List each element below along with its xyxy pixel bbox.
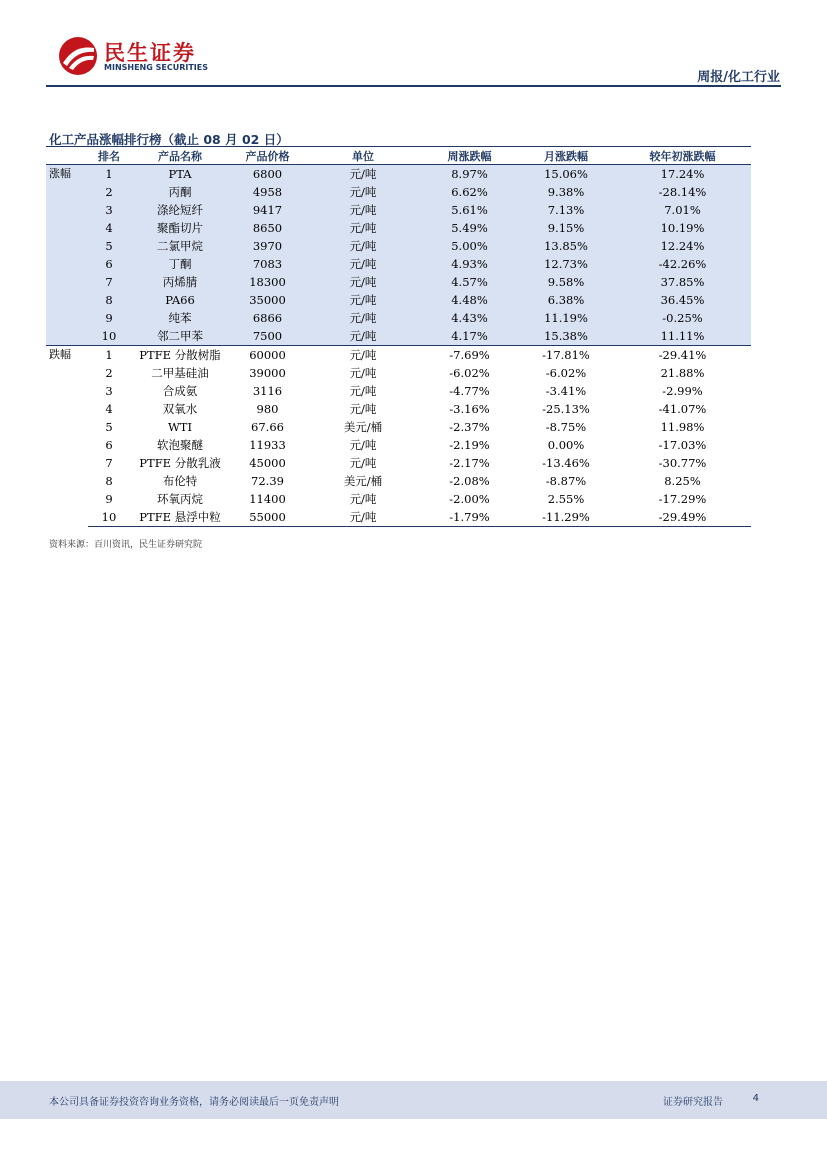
ytd-change-cell: -17.03% (658, 438, 707, 452)
ytd-change-cell: 17.24% (614, 165, 751, 184)
loser-row (46, 400, 751, 418)
rank-cell: 1 (88, 165, 130, 184)
gainers-section (46, 165, 751, 346)
ytd-change-cell: -28.14% (614, 183, 751, 201)
rank-cell: 3 (105, 384, 113, 398)
unit-cell: 元/吨 (305, 237, 421, 255)
weekly-change-cell: 4.93% (421, 255, 518, 273)
product-name-cell: PTFE 分散乳液 (139, 456, 221, 470)
price-cell: 6800 (230, 165, 305, 184)
monthly-change-cell: -25.13% (542, 402, 590, 416)
monthly-change-cell: -6.02% (545, 366, 587, 380)
monthly-change-cell: -13.46% (542, 456, 590, 470)
gainer-row (46, 237, 751, 255)
price-cell: 11400 (249, 492, 286, 506)
price-cell: 72.39 (251, 474, 284, 488)
weekly-change-cell: -2.19% (449, 438, 490, 452)
loser-row (46, 364, 751, 382)
footer-report-label: 证券研究报告 (663, 1097, 723, 1108)
rank-cell: 9 (88, 309, 130, 327)
product-name-cell: 邻二甲苯 (130, 327, 230, 346)
rank-cell: 2 (105, 366, 113, 380)
rank-cell: 5 (105, 420, 113, 434)
header-price: 产品价格 (230, 147, 305, 165)
gainer-row (46, 183, 751, 201)
monthly-change-cell: 9.58% (518, 273, 614, 291)
monthly-change-cell: 11.19% (518, 309, 614, 327)
minsheng-logo-icon (58, 36, 98, 76)
product-name-cell: 软泡聚醚 (157, 438, 203, 452)
ytd-change-cell: 11.11% (614, 327, 751, 346)
ytd-change-cell: 36.45% (614, 291, 751, 309)
product-name-cell: PTFE 悬浮中粒 (130, 508, 230, 527)
monthly-change-cell: 12.73% (518, 255, 614, 273)
group-label: 跌幅 (46, 346, 88, 527)
unit-cell: 元/吨 (349, 456, 377, 470)
ytd-change-cell: -42.26% (614, 255, 751, 273)
unit-cell: 元/吨 (305, 309, 421, 327)
ytd-change-cell: -41.07% (658, 402, 707, 416)
table-title: 化工产品涨幅排行榜（截止 08 月 02 日） (49, 132, 289, 147)
price-cell: 7083 (230, 255, 305, 273)
unit-cell: 元/吨 (305, 291, 421, 309)
monthly-change-cell: -11.29% (518, 508, 614, 527)
logo-chinese-name: 民生证券 (104, 41, 196, 65)
price-cell: 55000 (230, 508, 305, 527)
product-name-cell: PTFE 分散树脂 (130, 346, 230, 365)
monthly-change-cell: -17.81% (518, 346, 614, 365)
product-name-cell: PTA (130, 165, 230, 184)
price-cell: 18300 (230, 273, 305, 291)
rank-cell: 8 (105, 474, 113, 488)
ytd-change-cell: 11.98% (660, 420, 705, 434)
footer-disclaimer: 本公司具备证券投资咨询业务资格，请务必阅读最后一页免责声明 (49, 1097, 339, 1108)
loser-row (46, 454, 751, 472)
monthly-change-cell: 2.55% (547, 492, 585, 506)
price-cell: 3116 (252, 384, 283, 398)
price-cell: 60000 (230, 346, 305, 365)
rank-cell: 8 (88, 291, 130, 309)
rank-cell: 6 (88, 255, 130, 273)
product-name-cell: 双氧水 (162, 402, 198, 416)
price-cell: 3970 (230, 237, 305, 255)
rank-cell: 7 (105, 456, 113, 470)
unit-cell: 元/吨 (305, 346, 421, 365)
price-cell: 45000 (249, 456, 286, 470)
loser-row (46, 490, 751, 508)
weekly-change-cell: 4.57% (421, 273, 518, 291)
report-type: 周报/化工行业 (697, 70, 780, 85)
unit-cell: 元/吨 (305, 165, 421, 184)
weekly-change-cell: -6.02% (449, 366, 490, 380)
gainer-row (46, 255, 751, 273)
rank-cell: 7 (88, 273, 130, 291)
weekly-change-cell: -1.79% (421, 508, 518, 527)
price-cell: 4958 (230, 183, 305, 201)
loser-row (46, 346, 751, 365)
gainer-row (46, 273, 751, 291)
weekly-change-cell: -2.08% (449, 474, 490, 488)
unit-cell: 美元/桶 (343, 474, 383, 488)
loser-row (46, 382, 751, 400)
unit-cell: 元/吨 (349, 492, 377, 506)
monthly-change-cell: 15.38% (518, 327, 614, 346)
header-product: 产品名称 (130, 147, 230, 165)
losers-section (46, 346, 751, 527)
rank-cell: 9 (105, 492, 113, 506)
ytd-change-cell: 21.88% (660, 366, 705, 380)
monthly-change-cell: 7.13% (518, 201, 614, 219)
unit-cell: 元/吨 (305, 219, 421, 237)
gainer-row (46, 291, 751, 309)
monthly-change-cell: 9.15% (518, 219, 614, 237)
gainer-row (46, 165, 751, 184)
product-name-cell: 丁酮 (130, 255, 230, 273)
weekly-change-cell: 4.17% (421, 327, 518, 346)
monthly-change-cell: 6.38% (518, 291, 614, 309)
price-cell: 67.66 (251, 420, 284, 434)
page-number: 4 (752, 1093, 759, 1104)
monthly-change-cell: 9.38% (518, 183, 614, 201)
rank-cell: 10 (88, 327, 130, 346)
product-name-cell: 环氧丙烷 (157, 492, 203, 506)
ytd-change-cell: 8.25% (664, 474, 701, 488)
unit-cell: 元/吨 (305, 183, 421, 201)
ytd-change-cell: 7.01% (614, 201, 751, 219)
price-ranking-table (46, 146, 751, 527)
rank-cell: 3 (88, 201, 130, 219)
weekly-change-cell: -7.69% (421, 346, 518, 365)
loser-row (46, 436, 751, 454)
gainer-row (46, 327, 751, 346)
unit-cell: 元/吨 (305, 273, 421, 291)
ytd-change-cell: -29.41% (614, 346, 751, 365)
weekly-change-cell: -2.37% (449, 420, 490, 434)
monthly-change-cell: -8.75% (545, 420, 587, 434)
weekly-change-cell: 8.97% (421, 165, 518, 184)
weekly-change-cell: -2.17% (449, 456, 490, 470)
header-ytd-change: 较年初涨跌幅 (614, 147, 751, 165)
unit-cell: 美元/桶 (343, 420, 383, 434)
product-name-cell: 纯苯 (130, 309, 230, 327)
unit-cell: 元/吨 (305, 508, 421, 527)
monthly-change-cell: 13.85% (518, 237, 614, 255)
price-cell: 980 (256, 402, 279, 416)
weekly-change-cell: -2.00% (449, 492, 490, 506)
gainer-row (46, 309, 751, 327)
product-name-cell: WTI (167, 420, 193, 434)
weekly-change-cell: 5.61% (421, 201, 518, 219)
weekly-change-cell: 6.62% (421, 183, 518, 201)
ytd-change-cell: -2.99% (662, 384, 703, 398)
ytd-change-cell: 12.24% (614, 237, 751, 255)
logo-english-name: MINSHENG SECURITIES (104, 63, 208, 72)
rank-cell: 6 (105, 438, 113, 452)
loser-row (46, 472, 751, 490)
ytd-change-cell: 10.19% (614, 219, 751, 237)
header-group (46, 147, 88, 165)
rank-cell: 5 (88, 237, 130, 255)
price-cell: 7500 (230, 327, 305, 346)
product-name-cell: 丙酮 (130, 183, 230, 201)
rank-cell: 10 (88, 508, 130, 527)
gainer-row (46, 219, 751, 237)
rank-cell: 1 (88, 346, 130, 365)
monthly-change-cell: -3.41% (545, 384, 587, 398)
product-name-cell: 涤纶短纤 (130, 201, 230, 219)
product-name-cell: 布伦特 (162, 474, 198, 488)
unit-cell: 元/吨 (349, 438, 377, 452)
weekly-change-cell: 4.43% (421, 309, 518, 327)
unit-cell: 元/吨 (305, 201, 421, 219)
company-logo (58, 36, 218, 80)
rank-cell: 2 (88, 183, 130, 201)
ytd-change-cell: -17.29% (658, 492, 707, 506)
weekly-change-cell: -4.77% (449, 384, 490, 398)
unit-cell: 元/吨 (349, 402, 377, 416)
group-label: 涨幅 (46, 165, 88, 346)
rank-cell: 4 (88, 219, 130, 237)
header-rank: 排名 (88, 147, 130, 165)
monthly-change-cell: -8.87% (545, 474, 587, 488)
product-name-cell: 合成氨 (162, 384, 198, 398)
loser-row (46, 508, 751, 527)
ytd-change-cell: 37.85% (614, 273, 751, 291)
unit-cell: 元/吨 (349, 384, 377, 398)
header-unit: 单位 (305, 147, 421, 165)
product-name-cell: 聚酯切片 (130, 219, 230, 237)
price-cell: 35000 (230, 291, 305, 309)
monthly-change-cell: 15.06% (518, 165, 614, 184)
price-cell: 11933 (249, 438, 286, 452)
loser-row (46, 418, 751, 436)
unit-cell: 元/吨 (305, 255, 421, 273)
footer-band (0, 1081, 827, 1119)
product-name-cell: 二甲基硅油 (151, 366, 209, 380)
header-weekly-change: 周涨跌幅 (421, 147, 518, 165)
header-divider (46, 85, 781, 87)
price-cell: 6866 (230, 309, 305, 327)
unit-cell: 元/吨 (349, 366, 377, 380)
product-name-cell: 丙烯腈 (130, 273, 230, 291)
rank-cell: 4 (105, 402, 113, 416)
source-note: 资料来源：百川资讯，民生证券研究院 (49, 540, 203, 550)
price-cell: 8650 (230, 219, 305, 237)
product-name-cell: PA66 (130, 291, 230, 309)
weekly-change-cell: 5.49% (421, 219, 518, 237)
ytd-change-cell: -30.77% (658, 456, 707, 470)
price-cell: 39000 (249, 366, 286, 380)
ytd-change-cell: -29.49% (614, 508, 751, 527)
monthly-change-cell: 0.00% (547, 438, 585, 452)
ytd-change-cell: -0.25% (614, 309, 751, 327)
product-name-cell: 二氯甲烷 (130, 237, 230, 255)
price-cell: 9417 (230, 201, 305, 219)
header-monthly-change: 月涨跌幅 (518, 147, 614, 165)
unit-cell: 元/吨 (305, 327, 421, 346)
weekly-change-cell: -3.16% (449, 402, 490, 416)
weekly-change-cell: 5.00% (421, 237, 518, 255)
weekly-change-cell: 4.48% (421, 291, 518, 309)
gainer-row (46, 201, 751, 219)
table-header-row (46, 147, 751, 165)
